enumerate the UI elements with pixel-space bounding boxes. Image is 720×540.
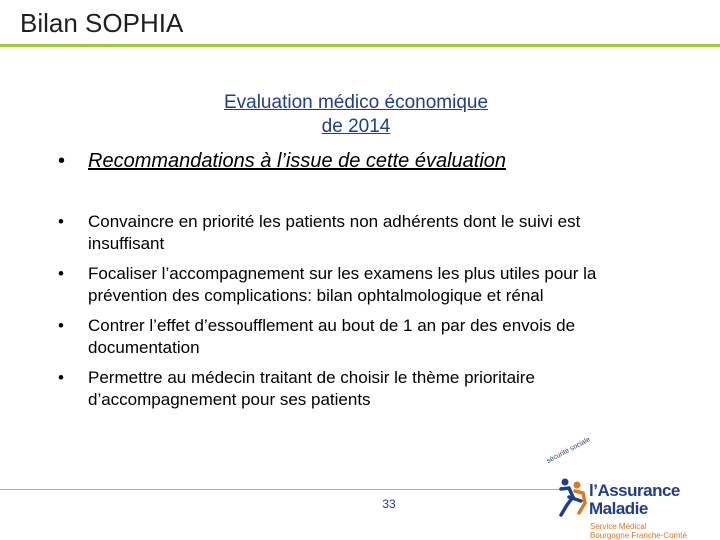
list-item-text: Contrer l’effet d’essoufflement au bout de 1 an par des envois de documentation [88, 316, 576, 357]
running-figures-icon [555, 477, 589, 517]
list-item [58, 211, 658, 255]
list-item-text: Focaliser l’accompagnement sur les examens les plus utiles pour la prévention des complications: bilan ophtalmologique et rénal [88, 264, 597, 305]
recommendations-text: Recommandations à l’issue de cette évaluation [88, 150, 507, 172]
logo-sub-line-1: Service Médical [590, 522, 647, 531]
bullet: • [58, 212, 64, 231]
title-divider [0, 44, 720, 47]
assurance-maladie-logo [545, 436, 715, 540]
logo-arc-text: sécurité sociale [545, 436, 592, 465]
section-heading [150, 91, 562, 139]
heading-line-1: Evaluation médico économique [223, 92, 489, 113]
bullet: • [58, 264, 64, 283]
list-item-text: Convaincre en priorité les patients non adhérents dont le suivi est insuffisant [88, 212, 581, 253]
list-item [58, 367, 658, 411]
list-item-text: Permettre au médecin traitant de choisir le thème prioritaire d’accompagnement pour ses patients [88, 368, 535, 409]
list-item [58, 315, 658, 359]
logo-brand-line-2: Maladie [589, 499, 648, 518]
slide-title: Bilan SOPHIA [20, 8, 184, 38]
heading-line-2: de 2014 [321, 116, 391, 137]
logo-brand-line-1: l’Assurance [589, 481, 680, 500]
page-number: 33 [382, 497, 396, 511]
footer-divider [0, 489, 560, 490]
bullet: • [58, 368, 64, 387]
list-item [58, 263, 658, 307]
recommendations-list [58, 211, 658, 419]
bullet: • [58, 316, 64, 335]
bullet: • [58, 150, 66, 172]
logo-sub-line-2: Bourgogne Franche-Comté [590, 531, 687, 540]
recommendations-heading [58, 150, 506, 173]
